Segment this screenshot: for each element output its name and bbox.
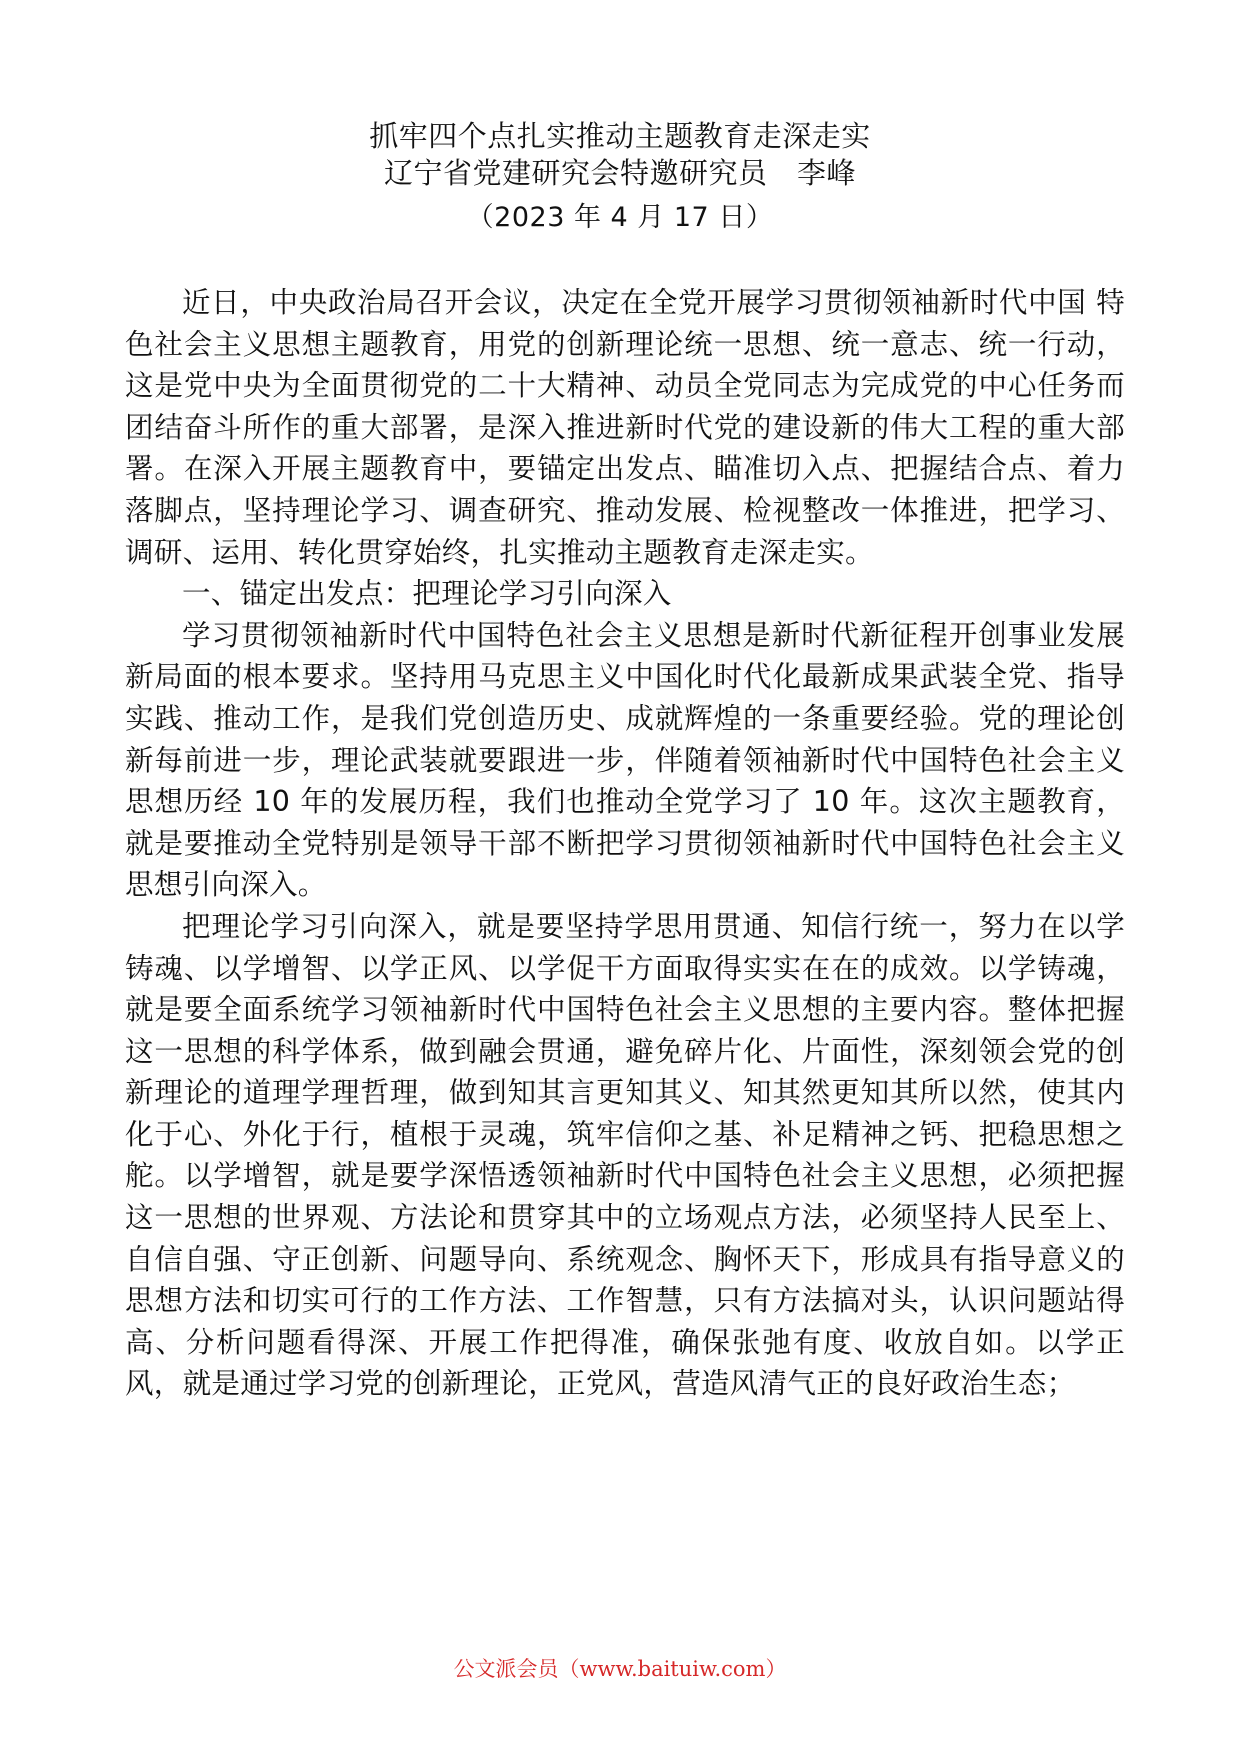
document-body — [125, 282, 1125, 1405]
document-header — [0, 118, 1240, 238]
paragraph-section-1b: 把理论学习引向深入，就是要坚持学思用贯通、知信行统一，努力在以学铸魂、以学增智、以学正风、以学促干方面取得实实在在的成效。以学铸魂，就是要全面系统学习领袖新时代中国特色社会主义思想的主要内容。整体把握这一思想的科学体系，做到融会贯通，避免碎片化、片面性，深刻领会党的创新理论的道理学理哲理，做到知其言更知其义、知其然更知其所以然，使其内化于心、外化于行，植根于灵魂，筑牢信仰之基、补足精神之钙、把稳思想之舵。以学增智，就是要学深悟透领袖新时代中国特色社会主义思想，必须把握这一思想的世界观、方法论和贯穿其中的立场观点方法，必须坚持人民至上、自信自强、守正创新、问题导向、系统观念、胸怀天下，形成具有指导意义的思想方法和切实可行的工作方法、工作智慧，只有方法搞对头，认识问题站得高、分析问题看得深、开展工作把得准，确保张弛有度、收放自如。以学正风，就是通过学习党的创新理论，正党风，营造风清气正的良好政治生态； — [125, 909, 1125, 1401]
paragraph-intro: 近日，中央政治局召开会议，决定在全党开展学习贯彻领袖新时代中国 特色社会主义思想主题教育，用党的创新理论统一思想、统一意志、统一行动， 这是党中央为全面贯彻党的二十大精神、动员全党同志为完成党的中心任务而 团结奋斗所作的重大部署，是深入推进新时代党的建设新的伟大工程的重大部 署。在深入开展主题教育中，要锚定出发点、瞄准切入点、把握结合点、着力 落脚点，坚持理论学习、调查研究、推动发展、检视整改一体推进，把学习、 调研、运用、转化贯穿始终，扎实推动主题教育走深走实。 — [125, 286, 1125, 569]
section-heading-1: 一、锚定出发点：把理论学习引向深入 — [182, 577, 672, 611]
author-line: 辽宁省党建研究会特邀研究员 李峰 — [383, 156, 856, 190]
paragraph-section-1a: 学习贯彻领袖新时代中国特色社会主义思想是新时代新征程开创事业发展新局面的根本要求。坚持用马克思主义中国化时代化最新成果武装全党、指导实践、推动工作，是我们党创造历史、成就辉煌的一条重要经验。党的理论创新每前进一步，理论武装就要跟进一步，伴随着领袖新时代中国特色社会主义思想历经 10 年的发展历程，我们也推动全党学习了 10 年。这次主题教育，就是要推动全党特别是领导干部不断把学习贯彻领袖新时代中国特色社会主义思想引向深入。 — [125, 618, 1125, 902]
footer-watermark: 公文派会员（www.baituiw.com） — [453, 1657, 787, 1681]
document-date: （2023 年 4 月 17 日） — [466, 202, 774, 233]
document-title: 抓牢四个点扎实推动主题教育走深走实 — [369, 119, 871, 153]
